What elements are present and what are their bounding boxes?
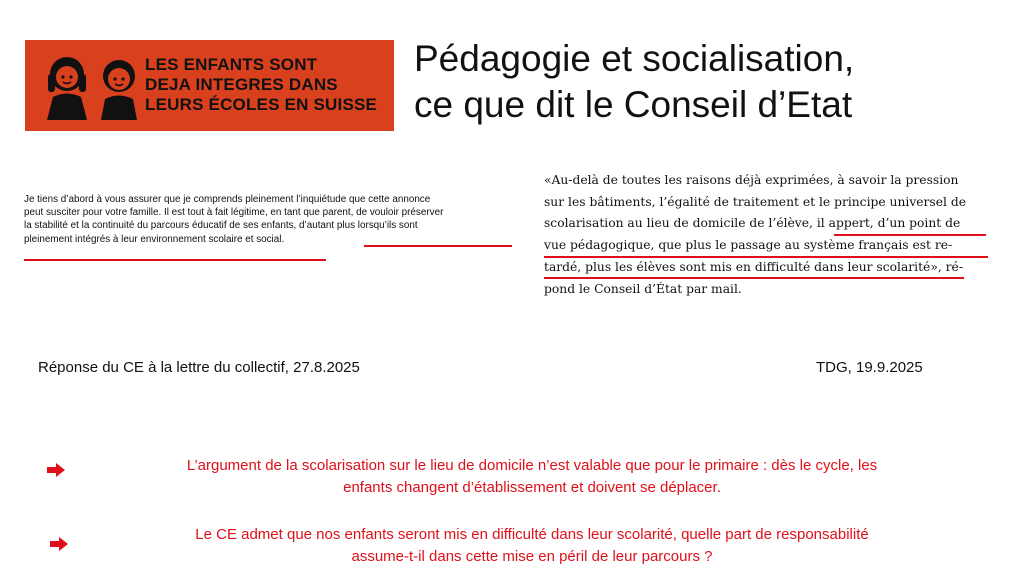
excerpt-line: sur les bâtiments, l’égalité de traitement et le principe universel de [544,194,967,209]
banner-line: DEJA INTEGRES DANS [145,75,338,94]
excerpt-line: pond le Conseil d’État par mail. [544,281,742,296]
letter-caption: Réponse du CE à la lettre du collectif, 27.8.2025 [38,359,360,376]
bullet-point [75,455,989,499]
excerpt-line: tardé, plus les élèves sont mis en difficulté dans leur scolarité», ré- [544,259,963,274]
press-caption: TDG, 19.9.2025 [816,359,923,376]
excerpt-line: la stabilité et la continuité du parcours éducatif de ses enfants, d’autant plus lorsqu’ils sont [24,220,418,232]
letter-excerpt [24,193,516,246]
excerpt-line: pleinement intégrés à leur environnement scolaire et social. [24,233,285,245]
bullet-line: L’argument de la scolarisation sur le lieu de domicile n’est valable que pour le primaire : dès le cycle, les [186,457,878,474]
excerpt-line: vue pédagogique, que plus le passage au système français est re- [544,238,953,253]
press-underline [544,256,988,258]
letter-underline [364,245,512,247]
bullet-line: Le CE admet que nos enfants seront mis en difficulté dans leur scolarité, quelle part de responsabilité [195,526,869,543]
excerpt-line: scolarisation au lieu de domicile de l’élève, il appert, d’un point de [544,216,961,231]
red-arrow-icon [47,463,65,477]
slide-title [414,36,854,128]
press-underline [544,277,964,279]
excerpt-line: «Au-delà de toutes les raisons déjà exprimées, à savoir la pression [544,173,959,187]
campaign-banner [25,40,394,131]
title-line-2: ce que dit le Conseil d’Etat [414,84,853,125]
banner-line: LEURS ÉCOLES EN SUISSE [145,95,378,114]
press-underline [834,234,986,236]
bullet-point [75,524,989,568]
excerpt-line: Je tiens d’abord à vous assurer que je comprends pleinement l’inquiétude que cette annonce [24,194,431,205]
bullet-line: assume-t-il dans cette mise en péril de leur parcours ? [351,548,713,565]
banner-line: LES ENFANTS SONT [145,55,318,74]
bullet-line: enfants changent d’établissement et doivent se déplacer. [343,479,721,496]
letter-underline [24,259,326,261]
title-line-1: Pédagogie et socialisation, [414,38,855,79]
banner-text [145,55,377,115]
two-children-icon [39,52,149,120]
excerpt-line: peut susciter pour votre famille. Il est tout à fait légitime, en tant que parent, de vouloir préserver [24,207,444,219]
red-arrow-icon [50,537,68,551]
